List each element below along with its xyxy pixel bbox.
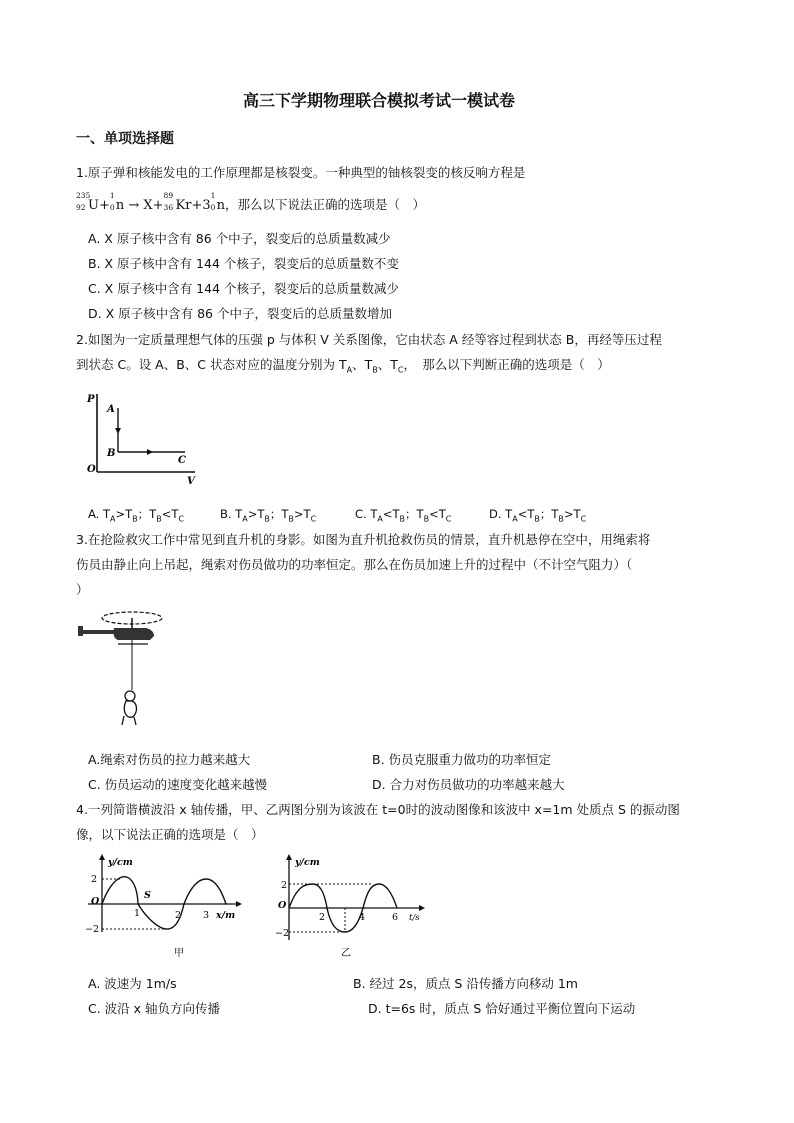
q3-line1: 3.在抢险救灾工作中常见到直升机的身影。如图为直升机抢救伤员的情景，直升机悬停在空中，用绳索将: [76, 532, 651, 547]
q3-option-d: D. 合力对伤员做功的功率越来越大: [372, 777, 565, 792]
point-c-label: C: [178, 455, 186, 466]
tick-y-2: 2: [281, 880, 288, 891]
q4-option-b: B. 经过 2s，质点 S 沿传播方向移动 1m: [353, 976, 578, 991]
v-label: V: [187, 476, 195, 485]
wave-curve: [102, 877, 138, 904]
tick-t-6: 6: [392, 912, 399, 923]
q1-option-c: C. X 原子核中含有 144 个核子，裂变后的总质量数减少: [88, 281, 400, 296]
tick-t-2: 2: [319, 912, 326, 923]
q3-line3: ）: [76, 582, 89, 597]
origin: O: [278, 900, 287, 911]
x-label: x/m: [216, 910, 236, 921]
injured-person: [125, 691, 135, 701]
q2-line1: 2.如图为一定质量理想气体的压强 p 与体积 V 关系图像，它由状态 A 经等容过程到状态 B，再经等压过程: [76, 332, 662, 347]
q2-option-b: B. $T_A>T_B$；$T_B>T_C$: [220, 507, 317, 524]
q2-option-d: D. $T_A<T_B$；$T_B>T_C$: [489, 507, 587, 524]
tail-boom: [80, 630, 116, 634]
origin: O: [91, 896, 100, 907]
tick-t-4: 4: [359, 912, 366, 923]
q2-line2: 到状态 C。设 A、B、C 状态对应的温度分别为 $T_A$、$T_B$、$T_C$， 那么以下判断正确的选项是（ ）: [76, 357, 610, 375]
point-s: S: [144, 890, 151, 901]
q2-option-a: A. $T_A>T_B$；$T_B<T_C$: [88, 507, 184, 524]
q1-equation: 235 92 U+ 1 0 n → X+ 89 36 Kr+3 1 0 n，那么以下说法正确的选项是（ ）: [76, 191, 426, 213]
t-label: t/s: [409, 913, 420, 923]
p-label: P: [87, 394, 95, 405]
helicopter-illustration: [74, 608, 169, 733]
point-a-label: A: [107, 404, 115, 415]
y-label: y/cm: [295, 857, 320, 868]
caption-yi: 乙: [341, 948, 351, 959]
origin-label: O: [87, 464, 96, 475]
q1-option-d: D. X 原子核中含有 86 个中子，裂变后的总质量数增加: [88, 306, 392, 321]
tick-y-neg2: −2: [85, 924, 100, 935]
q1-option-a: A. X 原子核中含有 86 个中子，裂变后的总质量数减少: [88, 231, 391, 246]
q1-option-b: B. X 原子核中含有 144 个核子，裂变后的总质量数不变: [88, 256, 399, 271]
point-b-label: B: [107, 448, 116, 459]
q4-option-d: D. t=6s 时，质点 S 恰好通过平衡位置向下运动: [368, 1001, 636, 1016]
page-title: 高三下学期物理联合模拟考试一模试卷: [243, 91, 516, 110]
caption-jia: 甲: [174, 948, 184, 959]
helicopter-body: [114, 628, 155, 640]
q3-option-a: A.绳索对伤员的拉力越来越大: [88, 752, 251, 767]
pv-graph: [85, 390, 200, 485]
tick-y-2: 2: [91, 874, 98, 885]
wave-graph-jia: [78, 852, 250, 964]
q4-line2: 像，以下说法正确的选项是（ ）: [76, 827, 264, 842]
y-label: y/cm: [108, 857, 133, 868]
q1-eq-tail: ，那么以下说法正确的选项是（ ）: [225, 197, 426, 212]
vibration-graph-yi: [275, 852, 435, 964]
section-heading: 一、单项选择题: [76, 131, 174, 147]
q4-line1: 4.一列简谐横波沿 x 轴传播，甲、乙两图分别为该波在 t=0时的波动图像和该波中 x=1m 处质点 S 的振动图: [76, 802, 680, 817]
q1-stem: 1.原子弹和核能发电的工作原理都是核裂变。一种典型的铀核裂变的核反响方程是: [76, 165, 526, 180]
tick-x-1: 1: [134, 908, 141, 919]
q3-option-b: B. 伤员克服重力做功的功率恒定: [372, 752, 552, 767]
q3-line2: 伤员由静止向上吊起，绳索对伤员做功的功率恒定。那么在伤员加速上升的过程中（不计空气阻力）（: [76, 557, 633, 572]
tick-x-2: 2: [175, 910, 182, 921]
tick-x-3: 3: [203, 910, 210, 921]
tick-y-neg2: −2: [275, 928, 290, 939]
q4-option-a: A. 波速为 1m/s: [88, 976, 177, 991]
q4-option-c: C. 波沿 x 轴负方向传播: [88, 1001, 221, 1016]
q3-option-c: C. 伤员运动的速度变化越来越慢: [88, 777, 268, 792]
q2-option-c: C. $T_A<T_B$；$T_B<T_C$: [355, 507, 452, 524]
